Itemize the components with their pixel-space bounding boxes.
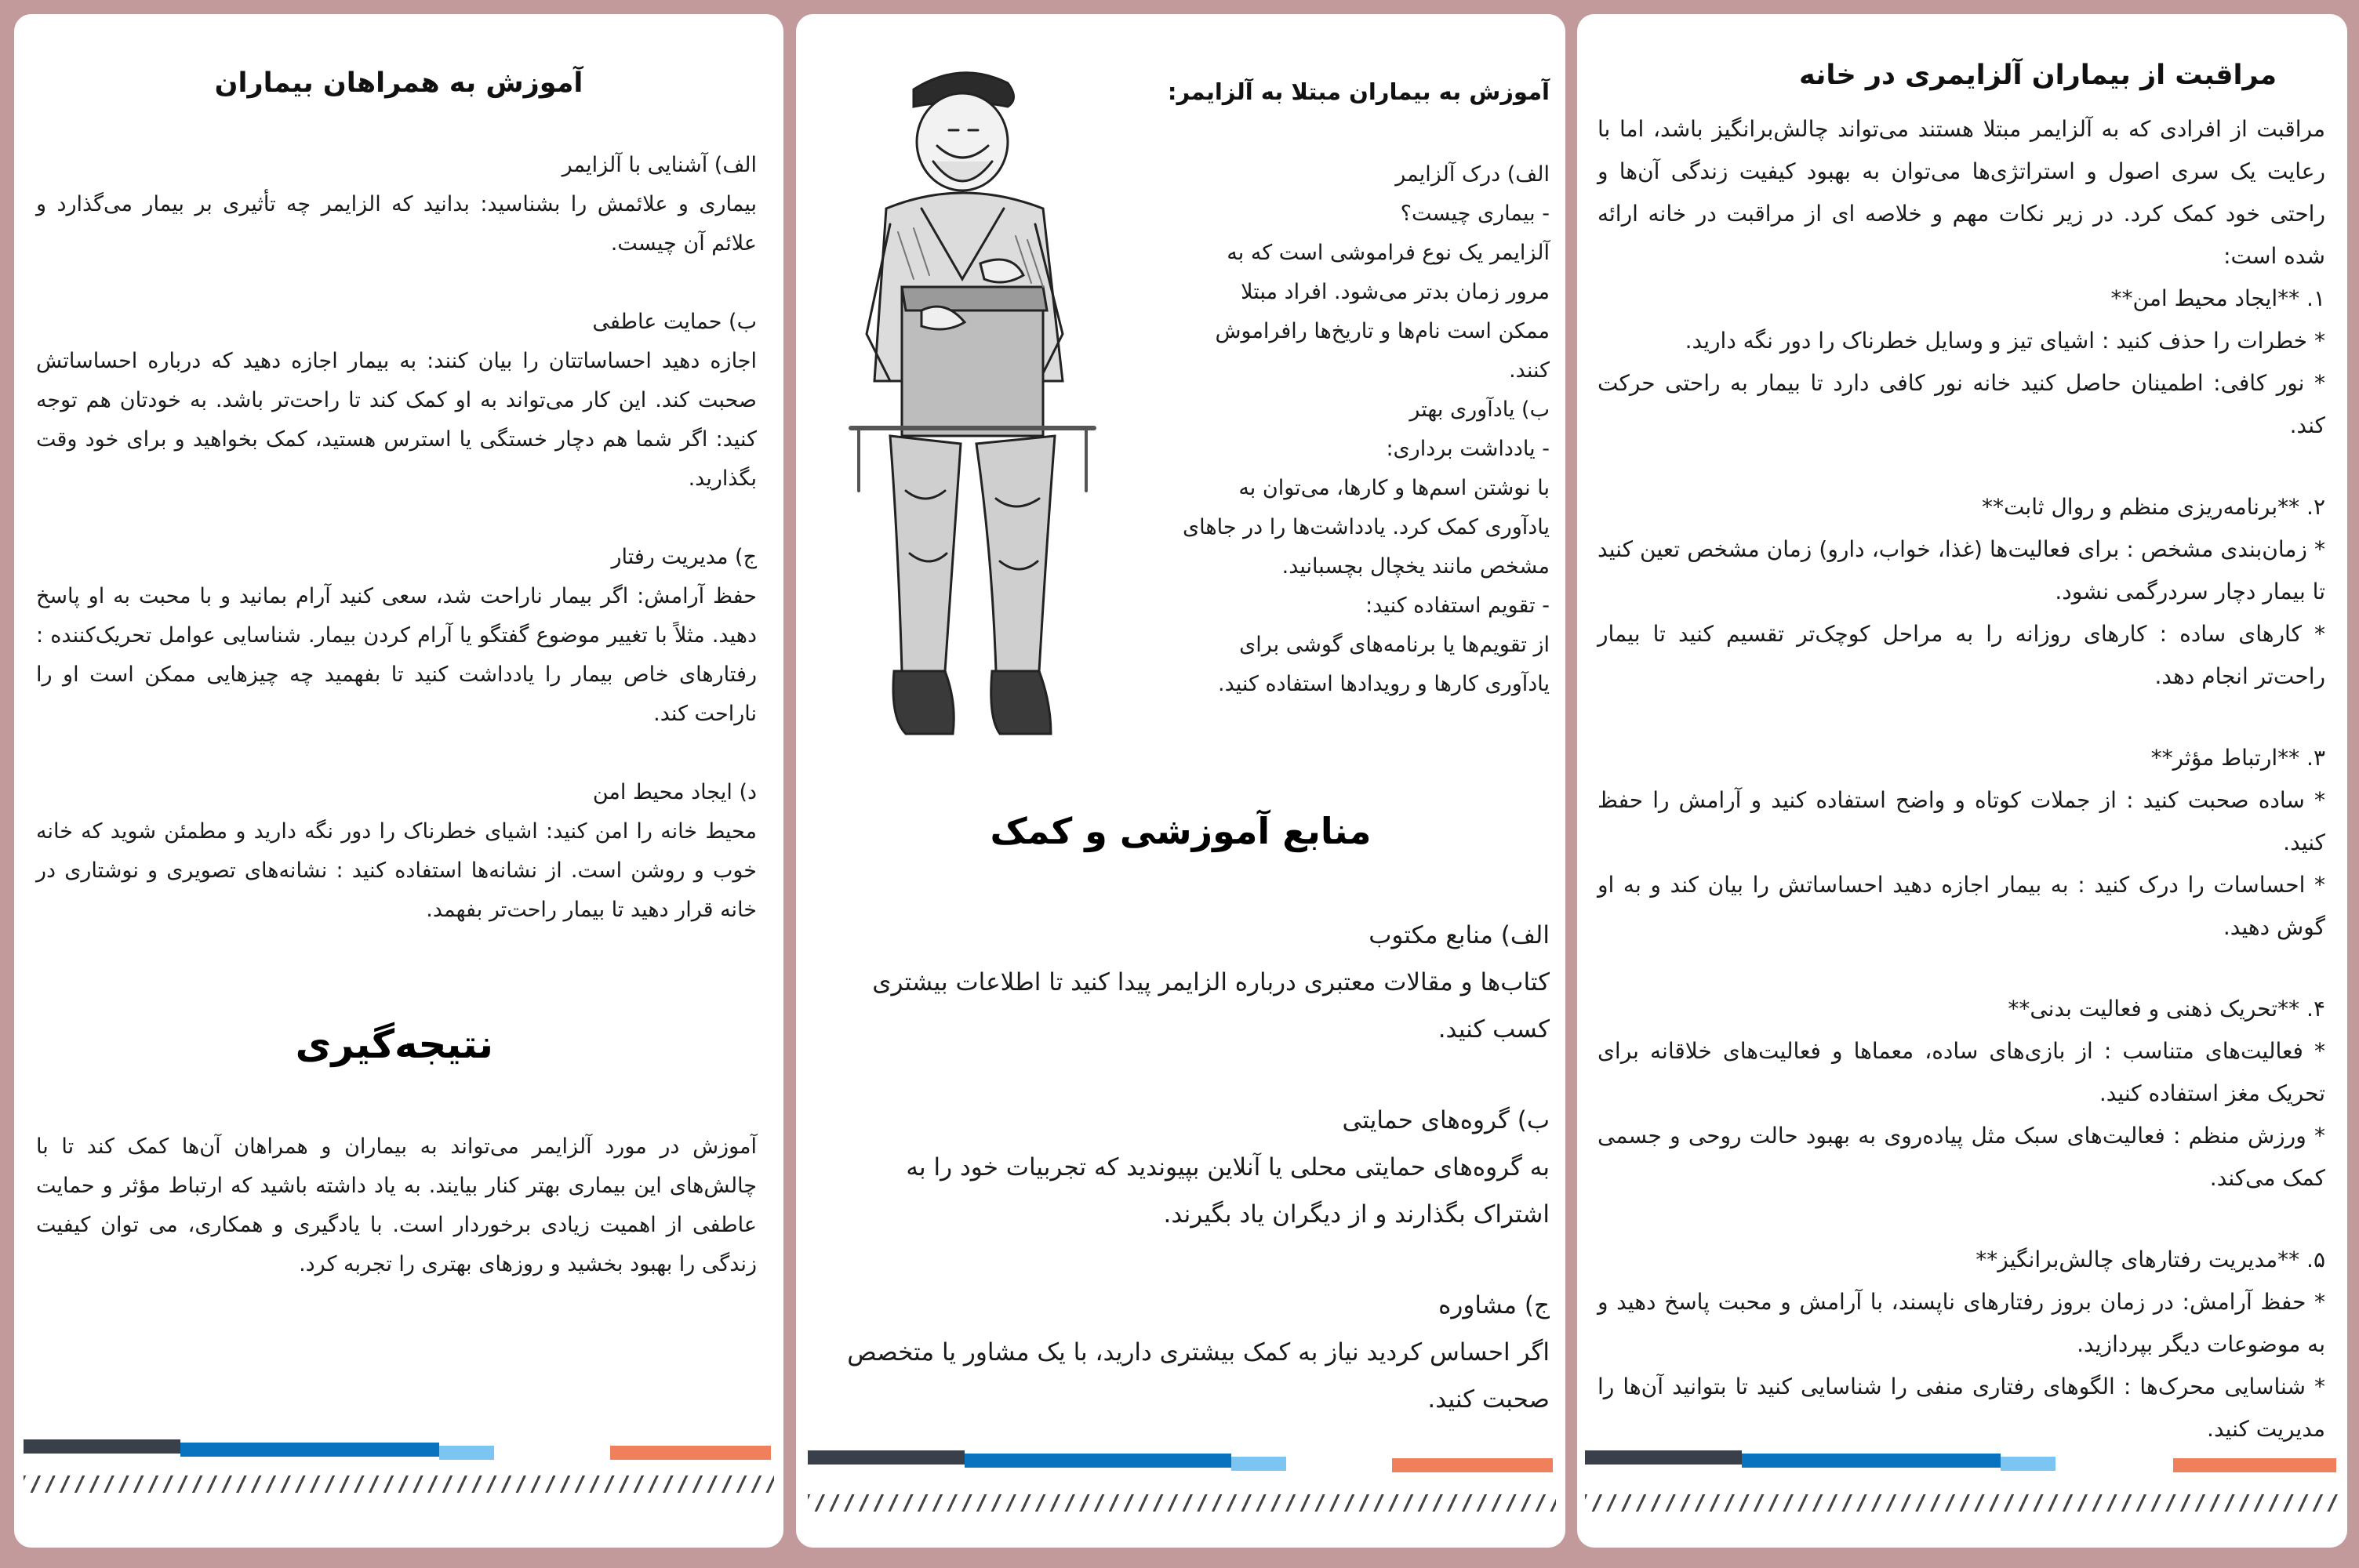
footer-bar-dark (808, 1450, 965, 1465)
conclusion-body: آموزش در مورد آلزایمر می‌تواند به بیماران و همراهان آن‌ها کمک کند تا با چالش‌های این بیماری بهتر کنار بیایند. به یاد داشته باشید که ارتباط مؤثر و حمایت عاطفی از اهمیت زیادی برخوردار است. با یادگیری و همکاری، می توان کیفیت زندگی را بهبود بخشید و روزهای بهتری را تجربه کرد. (36, 1134, 757, 1276)
right-section-heading: ۴. **تحریک ذهنی و فعالیت بدنی** (2008, 996, 2325, 1022)
right-section-heading: ۲. **برنامه‌ریزی منظم و روال ثابت** (1981, 494, 2325, 520)
intro-line: از تقویم‌ها یا برنامه‌های گوشی برای (1239, 633, 1550, 657)
footer-bar-blue (965, 1454, 1231, 1468)
resource-body: کتاب‌ها و مقالات معتبری درباره الزایمر پیدا کنید تا اطلاعات بیشتری کسب کنید. (872, 968, 1550, 1044)
footer-bar-orange (610, 1446, 771, 1460)
middle-panel (796, 14, 1565, 1548)
footer-bar-light (2001, 1457, 2055, 1471)
footer-bar-dark (24, 1439, 180, 1454)
right-section-item: * نور کافی: اطمینان حاصل کنید خانه نور کافی دارد تا بیمار به راحتی حرکت کند. (1598, 370, 2325, 438)
resources-list (843, 912, 1550, 1423)
intro-line: یادآوری کمک کرد. یادداشت‌ها را در جاهای (1183, 515, 1550, 539)
intro-line: ممکن است نام‌ها و تاریخ‌ها رافراموش (1215, 319, 1550, 343)
intro-line: الف) درک آلزایمر (1395, 162, 1550, 187)
right-section-item: * زمان‌بندی مشخص : برای فعالیت‌ها (غذا، خواب، دارو) زمان مشخص تعین کنید تا بیمار دچار سردرگمی نشود. (1598, 536, 2325, 604)
middle-intro (1142, 155, 1550, 704)
intro-line: - تقویم استفاده کنید: (1365, 593, 1550, 618)
intro-line: کنند. (1509, 358, 1550, 383)
footer-bar-blue (1742, 1454, 2001, 1468)
right-section-item: * شناسایی محرک‌ها : الگوهای رفتاری منفی را شناسایی کنید تا بتوانید آن‌ها را مدیریت کنید. (1598, 1374, 2325, 1442)
footer-bar-light (1231, 1457, 1286, 1471)
left-section-body: اجازه دهید احساساتتان را بیان کنند: به بیمار اجازه دهید که درباره احساساتش صحبت کند. این کار می‌تواند به او کمک کند تا راحت‌تر باشد. به خودتان هم توجه کنید: اگر شما هم دچار خستگی یا استرس هستید، کمک بخواهید و برای خود وقت بگذارید. (36, 349, 757, 491)
right-section-heading: ۱. **ایجاد محیط امن** (2110, 285, 2325, 311)
intro-line: یادآوری کارها و رویدادها استفاده کنید. (1218, 672, 1550, 696)
resources-title: منابع آموزشی و کمک (990, 810, 1372, 852)
right-section-heading: ۵. **مدیریت رفتارهای چالش‌برانگیز** (1976, 1247, 2325, 1272)
left-section-heading: د) ایجاد محیط امن (592, 780, 757, 804)
left-section-heading: الف) آشنایی با آلزایمر (562, 153, 757, 177)
intro-line: با نوشتن اسم‌ها و کارها، می‌توان به (1238, 476, 1550, 500)
intro-line: - یادداشت برداری: (1386, 437, 1550, 461)
footer-hatch (24, 1475, 774, 1493)
right-section-item: * فعالیت‌های متناسب : از بازی‌های ساده، معماها و فعالیت‌های خلاقانه برای تحریک مغز استفاده کنید. (1598, 1038, 2325, 1106)
elderly-man-illustration (827, 52, 1157, 781)
conclusion-title: نتیجه‌گیری (295, 1022, 493, 1067)
footer-bar-orange (2173, 1458, 2336, 1472)
middle-panel-title: آموزش به بیماران مبتلا به آلزایمر: (1167, 78, 1550, 105)
left-panel-title: آموزش به همراهان بیماران (214, 67, 583, 99)
footer-bar-orange (1392, 1458, 1553, 1472)
resource-body: اگر احساس کردید نیاز به کمک بیشتری دارید، با یک مشاور یا متخصص صحبت کنید. (847, 1338, 1550, 1414)
intro-line: مرور زمان بدتر می‌شود. افراد مبتلا (1241, 280, 1550, 304)
left-section-body: محیط خانه را امن کنید: اشیای خطرناک را دور نگه دارید و مطمئن شوید که خانه خوب و روشن است. از نشانه‌ها استفاده کنید : نشانه‌های تصویری و نوشتاری در خانه قرار دهید تا بیمار راحت‌تر بفهمد. (36, 819, 757, 922)
right-section-item: * کارهای ساده : کارهای روزانه را به مراحل کوچک‌تر تقسیم کنید تا بیمار راحت‌تر انجام دهد. (1598, 621, 2325, 689)
footer-hatch (808, 1494, 1556, 1512)
right-panel-body (1598, 108, 2325, 1450)
resource-body: به گروه‌های حمایتی محلی یا آنلاین بپیوندید که تجربیات خود را به اشتراک بگذارند و از دیگران یاد بگیرند. (906, 1153, 1550, 1229)
right-section-item: * احساسات را درک کنید : به بیمار اجازه دهید احساساتش را بیان کند و به او گوش دهید. (1598, 872, 2325, 940)
left-section-body: بیماری و علائمش را بشناسید: بدانید که الزایمر چه تأثیری بر بیمار می‌گذارد و علائم آن چیست. (36, 192, 757, 256)
right-section-item: * ورزش منظم : فعالیت‌های سبک مثل پیاده‌روی به بهبود حالت روحی و جسمی کمک می‌کند. (1598, 1123, 2325, 1191)
right-panel-title: مراقبت از بیماران آلزایمری در خانه (1798, 60, 2277, 91)
left-panel-body (36, 146, 757, 930)
right-intro: مراقبت از افرادی که به آلزایمر مبتلا هستند می‌تواند چالش‌برانگیز باشد، اما با رعایت یک سری اصول و استراتژی‌ها می‌توان به بهبود کیفیت زندگی آن‌ها و راحتی خود کمک کرد. در زیر نکات مهم و خلاصه ای از مراقبت در خانه ارائه شده است: (1598, 116, 2325, 269)
footer-bar-light (439, 1446, 494, 1460)
resource-heading: الف) منابع مکتوب (1369, 921, 1550, 949)
footer-bar-dark (1585, 1450, 1742, 1465)
intro-line: مشخص مانند یخچال بچسبانید. (1281, 554, 1550, 579)
resource-heading: ب) گروه‌های حمایتی (1342, 1106, 1550, 1134)
right-section-heading: ۳. **ارتباط مؤثر** (2150, 745, 2325, 771)
intro-line: ب) یادآوری بهتر (1409, 397, 1550, 422)
left-section-heading: ج) مدیریت رفتار (611, 545, 757, 569)
left-section-heading: ب) حمایت عاطفی (592, 310, 757, 334)
footer-hatch (1585, 1494, 2339, 1512)
footer-bar-blue (180, 1443, 439, 1457)
right-section-item: * ساده صحبت کنید : از جملات کوتاه و واضح استفاده کنید و آرامش را حفظ کنید. (1598, 787, 2325, 855)
left-section-body: حفظ آرامش: اگر بیمار ناراحت شد، سعی کنید آرام بمانید و با محبت به او پاسخ دهید. مثلاً با تغییر موضوع گفتگو یا آرام کردن بیمار. شناسایی عوامل تحریک‌کننده : رفتارهای خاص بیمار را یادداشت کنید تا بفهمید چه چیزهایی ممکن است او را ناراحت کند. (36, 584, 757, 726)
intro-line: آلزایمر یک نوع فراموشی است که به (1227, 241, 1550, 265)
right-section-item: * حفظ آرامش: در زمان بروز رفتارهای ناپسند، با آرامش و محبت پاسخ دهید و به موضوعات دیگر بپردازید. (1598, 1289, 2325, 1357)
left-panel (14, 14, 783, 1548)
right-panel (1577, 14, 2347, 1548)
right-section-item: * خطرات را حذف کنید : اشیای تیز و وسایل خطرناک را دور نگه دارید. (1685, 328, 2325, 354)
resource-heading: ج) مشاوره (1438, 1291, 1550, 1319)
intro-line: - بیماری چیست؟ (1400, 201, 1550, 226)
